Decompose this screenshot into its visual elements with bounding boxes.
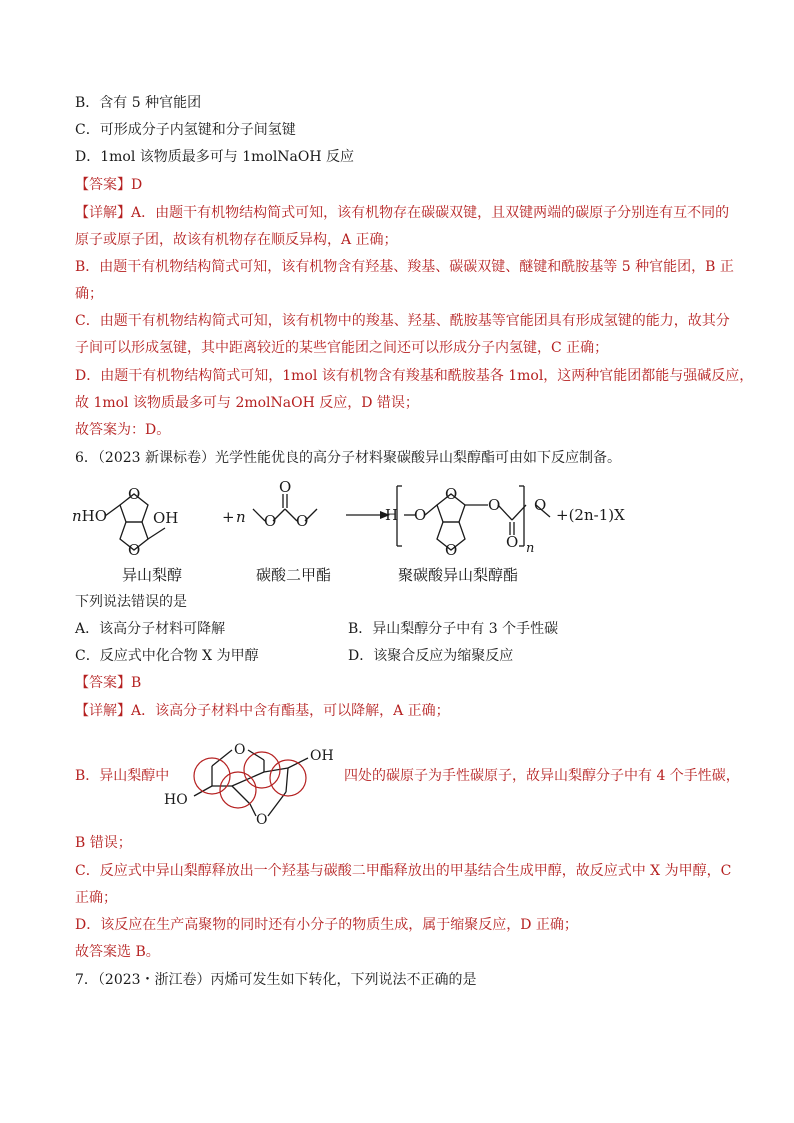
q6-detail-d: D．该反应在生产高聚物的同时还有小分子的物质生成，属于缩聚反应，D 正确； [75, 917, 578, 933]
q5-detail-b2: 确； [75, 286, 103, 302]
polymer-h: H [385, 506, 399, 524]
label-dmc: 碳酸二甲酯 [256, 566, 332, 584]
dmc-o2: O [296, 512, 309, 530]
svg-text:nHO: nHO [72, 507, 108, 525]
polymer-o-top: O [445, 485, 458, 503]
q6-question: 下列说法错误的是 [75, 594, 187, 610]
q6-detail-a: 【详解】A．该高分子材料中含有酯基，可以降解，A 正确； [75, 703, 450, 719]
q5-option-d: D．1mol 该物质最多可与 1molNaOH 反应 [75, 149, 355, 165]
q5-detail-a2: 原子或原子团，故该有机物存在顺反异构，A 正确； [75, 232, 398, 248]
q6-detail-b-prefix: B．异山梨醇中 [75, 768, 170, 784]
q6-stem: 6．（2023 新课标卷）光学性能优良的高分子材料聚碳酸异山梨醇酯可由如下反应制备。 [75, 450, 621, 466]
answer-value: D [131, 177, 143, 193]
plus-sign: + [222, 508, 235, 526]
answer-tag: 【答案】 [75, 675, 131, 691]
subscript-n: n [526, 541, 535, 556]
q6-detail-c2: 正确； [75, 890, 117, 906]
q6-options-row1 [75, 619, 725, 639]
q7-stem: 7．（2023・浙江卷）丙烯可发生如下转化，下列说法不正确的是 [75, 972, 477, 988]
ring-o-top: O [128, 485, 141, 503]
polymer-o2: O [488, 496, 501, 514]
q5-detail-b1: B．由题干有机物结构简式可知，该有机物含有羟基、羧基、碳碳双键、醚键和酰胺基等 5 种官能团，B 正 [75, 259, 734, 275]
q5-option-c: C．可形成分子内氢键和分子间氢键 [75, 122, 296, 138]
struct-oh: OH [310, 748, 334, 764]
dmc-o3: O [279, 478, 292, 496]
q5-detail-a1: 【详解】A．由题干有机物结构简式可知，该有机物存在碳碳双键，且双键两端的碳原子分别连有互不同的 [75, 205, 730, 221]
isosorbide-chiral-structure [160, 728, 340, 828]
struct-o-bottom: O [256, 812, 268, 828]
struct-ho: HO [164, 792, 188, 808]
q6-answer-line [75, 673, 725, 693]
q6-option-a: A．该高分子材料可降解 [75, 621, 226, 637]
answer-tag: 【答案】 [75, 177, 131, 193]
reaction-scheme [60, 472, 660, 592]
q5-conclusion: 故答案为：D。 [75, 422, 171, 438]
label-polymer: 聚碳酸异山梨醇酯 [398, 566, 519, 584]
polymer-o4: O [534, 496, 547, 514]
q5-detail-c1: C．由题干有机物结构简式可知，该有机物中的羧基、羟基、酰胺基等官能团具有形成氢键的能力，故其分 [75, 313, 730, 329]
q6-conclusion: 故答案选 B。 [75, 944, 160, 960]
q6-detail-b-suffix: 四处的碳原子为手性碳原子，故异山梨醇分子中有 4 个手性碳， [344, 768, 740, 784]
dmc-o1: O [264, 512, 277, 530]
q6-detail-c1: C．反应式中异山梨醇释放出一个羟基与碳酸二甲酯释放出的甲基结合生成甲醇，故反应式中 X 为甲醇，C [75, 863, 732, 879]
oh-label: OH [153, 509, 179, 527]
q6-option-c: C．反应式中化合物 X 为甲醇 [75, 648, 259, 664]
struct-o-top: O [234, 742, 246, 758]
coef-n: n [236, 508, 246, 526]
q6-option-d: D．该聚合反应为缩聚反应 [348, 648, 514, 664]
detail-tag: 【详解】 [75, 703, 131, 719]
q5-option-b: B．含有 5 种官能团 [75, 95, 202, 111]
label-isosorbide: 异山梨醇 [122, 566, 183, 584]
byproduct: +(2n-1)X [556, 506, 625, 524]
q5-detail-d1: D．由题干有机物结构简式可知，1mol 该有机物含有羧基和酰胺基各 1mol，这两种官能团都能与强碱反应， [75, 368, 754, 384]
q5-detail-d2: 故 1mol 该物质最多可与 2molNaOH 反应，D 错误； [75, 395, 419, 411]
polymer-o-bottom: O [445, 541, 458, 559]
q6-options-row2 [75, 646, 725, 666]
q5-detail-c2: 子间可以形成氢键，其中距离较近的某些官能团之间还可以形成分子内氢键，C 正确； [75, 340, 609, 356]
polymer-o1: O [414, 506, 427, 524]
q6-option-b: B．异山梨醇分子中有 3 个手性碳 [348, 621, 559, 637]
answer-value: B [131, 675, 142, 691]
q5-answer-line [75, 175, 725, 195]
q6-detail-b-end: B 错误； [75, 835, 132, 851]
detail-tag: 【详解】 [75, 205, 131, 221]
polymer-o3: O [506, 533, 519, 551]
ring-o-bottom: O [128, 541, 141, 559]
